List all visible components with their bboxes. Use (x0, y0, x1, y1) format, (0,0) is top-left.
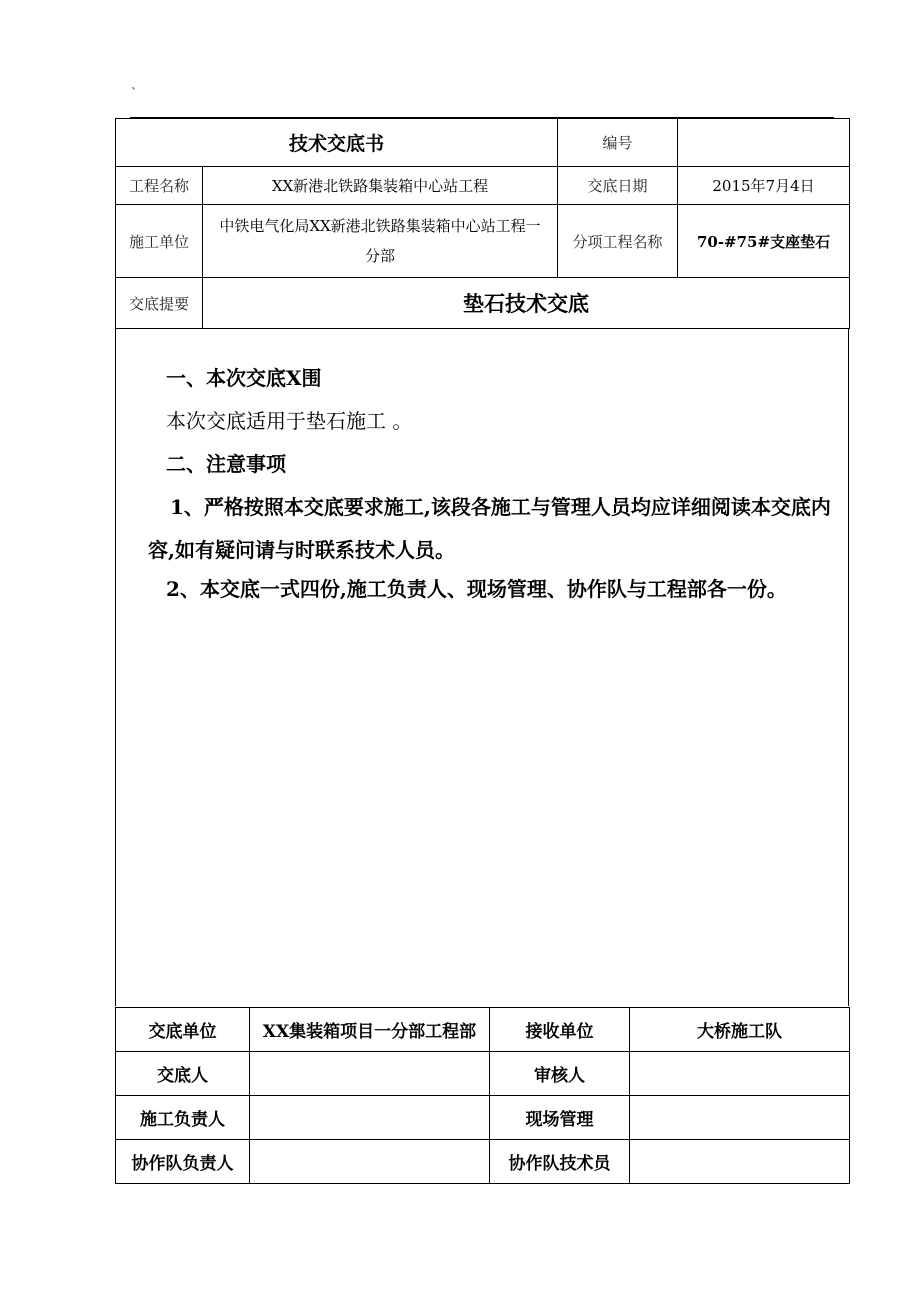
construction-lead-value (250, 1096, 490, 1140)
number-value (678, 119, 850, 167)
number-label: 编号 (558, 119, 678, 167)
site-management-label: 现场管理 (490, 1096, 630, 1140)
notice-item-2: 2、本交底一式四份,施工负责人、现场管理、协作队与工程部各一份。 (166, 577, 787, 601)
section-2-heading: 二、注意事项 (166, 452, 286, 476)
summary-label: 交底提要 (116, 278, 203, 329)
stray-mark: ` (131, 86, 137, 100)
unit-value: 中铁电气化局XX新港北铁路集装箱中心站工程一分部 (203, 205, 558, 278)
sub-project-label: 分项工程名称 (558, 205, 678, 278)
team-technician-value (630, 1140, 850, 1184)
signature-table (115, 1007, 850, 1184)
signature-row (116, 1008, 850, 1052)
reviewer-value (630, 1052, 850, 1096)
discloser-label: 交底人 (116, 1052, 250, 1096)
signature-row (116, 1096, 850, 1140)
construction-lead-label: 施工负责人 (116, 1096, 250, 1140)
project-name-value: XX新港北铁路集装箱中心站工程 (203, 167, 558, 205)
notice-item-1: 1、严格按照本交底要求施工,该段各施工与管理人员均应详细阅读本交底内容,如有疑问请与时联系技术人员。 (148, 495, 831, 562)
receiving-unit-label: 接收单位 (490, 1008, 630, 1052)
date-label: 交底日期 (558, 167, 678, 205)
issuing-unit-value: XX集装箱项目一分部工程部 (250, 1008, 490, 1052)
team-lead-value (250, 1140, 490, 1184)
signature-row (116, 1140, 850, 1184)
issuing-unit-label: 交底单位 (116, 1008, 250, 1052)
section-1-heading: 一、本次交底X围 (166, 366, 322, 390)
discloser-value (250, 1052, 490, 1096)
disclosure-body (115, 328, 849, 1006)
site-management-value (630, 1096, 850, 1140)
unit-label: 施工单位 (116, 205, 203, 278)
receiving-unit-value: 大桥施工队 (630, 1008, 850, 1052)
team-technician-label: 协作队技术员 (490, 1140, 630, 1184)
date-value: 2015年7月4日 (678, 167, 850, 205)
project-name-label: 工程名称 (116, 167, 203, 205)
sub-project-value: 70-#75#支座垫石 (678, 205, 850, 278)
signature-row (116, 1052, 850, 1096)
document-title: 技术交底书 (116, 119, 558, 167)
header-table (115, 118, 850, 329)
summary-value: 垫石技术交底 (203, 278, 850, 329)
reviewer-label: 审核人 (490, 1052, 630, 1096)
section-1-text: 本次交底适用于垫石施工 。 (166, 409, 413, 433)
team-lead-label: 协作队负责人 (116, 1140, 250, 1184)
